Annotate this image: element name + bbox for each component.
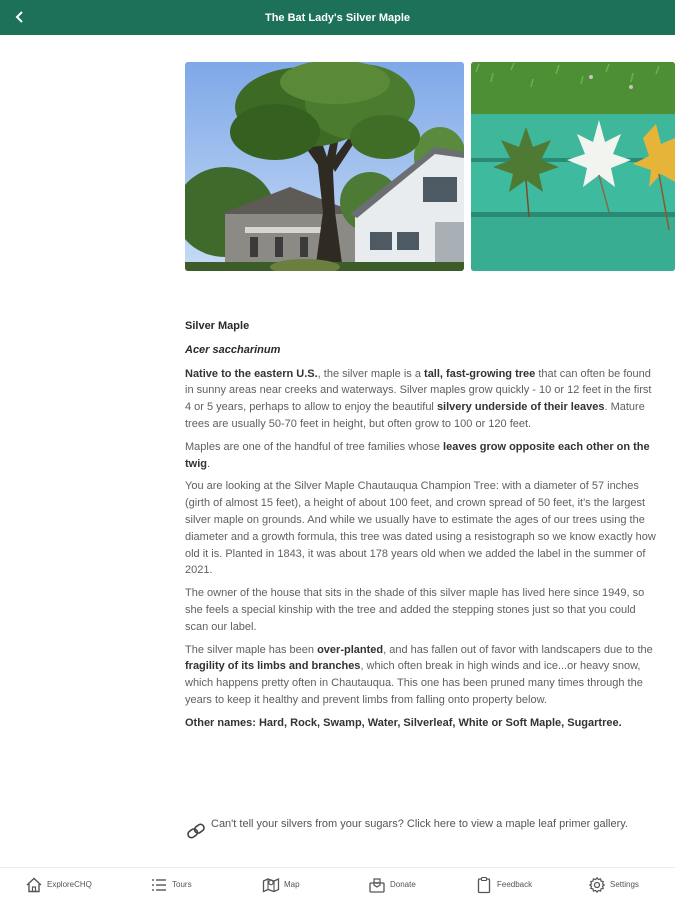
nav-label: Settings xyxy=(610,880,639,889)
photo-tree-and-house[interactable] xyxy=(185,62,464,271)
chevron-left-icon xyxy=(15,11,25,23)
text-segment: , the silver maple is a xyxy=(317,367,425,380)
nav-tours[interactable] xyxy=(150,868,192,901)
home-icon xyxy=(25,876,43,894)
gear-icon xyxy=(588,876,606,894)
link-icon xyxy=(185,820,207,842)
page-title: The Bat Lady's Silver Maple xyxy=(264,11,411,24)
back-button[interactable] xyxy=(10,6,30,28)
paragraph-over-planted xyxy=(185,642,657,709)
paragraph-owner: The owner of the house that sits in the shade of this silver maple has lived here since 1949, so she feels a special kinship with the tree and added the stepping stones just so that you could scan our label. xyxy=(185,587,645,633)
map-icon xyxy=(262,876,280,894)
text-segment: that can often be found in sunny areas near creeks and waterways. Silver maples grow quickly - 10 or 12 feet in the first 4 or 5 years, perhaps to allow to enjoy the beautiful xyxy=(185,367,652,414)
bold-silvery-underside: silvery underside of their leaves xyxy=(436,401,605,414)
text-segment: , and has fallen out of favor with landscapers due to the xyxy=(383,643,653,656)
tree-photo-illustration xyxy=(185,62,464,271)
tree-description xyxy=(185,318,657,738)
nav-explorechq[interactable] xyxy=(25,868,92,901)
text-segment: . xyxy=(207,457,211,470)
paragraph-champion-tree: You are looking at the Silver Maple Chautauqua Champion Tree: with a diameter of 57 inches (girth of almost 15 feet), a height of about 100 feet, and crown spread of 50 feet, it's the largest silver maple on grounds. And while we usually have to estimate the ages of our trees using the diameter and a growth formula, this tree was dated using a resistograph so we know exactly how old it is. Planted in 1843, it was about 178 years old when we added the label in the summer of 2021. xyxy=(185,480,656,577)
link-text[interactable]: Can't tell your silvers from your sugars? Click here to view a maple leaf primer gallery. xyxy=(211,818,628,830)
bold-over-planted: over-planted xyxy=(317,643,384,656)
nav-label: ExploreCHQ xyxy=(47,880,92,889)
bold-opposite-leaves: leaves grow opposite each other on the twig xyxy=(185,440,650,470)
nav-map[interactable] xyxy=(262,868,300,901)
app-header xyxy=(0,0,675,35)
nav-label: Feedback xyxy=(497,880,533,889)
text-segment: The silver maple has been xyxy=(185,643,318,656)
list-icon xyxy=(150,876,168,894)
donate-icon xyxy=(368,876,386,894)
bold-native: Native to the eastern U.S. xyxy=(185,367,318,380)
bold-fast-growing: tall, fast-growing tree xyxy=(424,367,536,380)
text-segment: . Mature trees are usually 50-70 feet in height, but often grow to 100 or 120 feet. xyxy=(185,401,645,430)
maple-leaf-primer-link[interactable] xyxy=(185,816,645,842)
nav-label: Tours xyxy=(172,880,192,889)
latin-name: Acer saccharinum xyxy=(185,343,281,356)
nav-feedback[interactable] xyxy=(475,868,532,901)
nav-donate[interactable] xyxy=(368,868,416,901)
other-names-text: Other names: Hard, Rock, Swamp, Water, Silverleaf, White or Soft Maple, Sugartree. xyxy=(185,716,622,729)
text-segment: , which often break in high winds and ice...or heavy snow, which happens pretty often in Chautauqua. This one has been pruned many times through the years to keep it healthy and prevent limbs from falling onto property below. xyxy=(185,660,643,706)
other-names xyxy=(185,715,657,732)
photo-maple-leaves-on-bench[interactable] xyxy=(471,62,675,271)
nav-label: Map xyxy=(284,880,300,889)
clipboard-icon xyxy=(475,876,493,894)
paragraph-opposite-leaves xyxy=(185,439,657,473)
bottom-navigation xyxy=(0,867,675,901)
paragraph-native xyxy=(185,366,657,433)
text-segment: Maples are one of the handful of tree families whose xyxy=(185,440,444,453)
nav-label: Donate xyxy=(390,880,416,889)
leaves-photo-illustration xyxy=(471,62,675,271)
nav-settings[interactable] xyxy=(588,868,639,901)
common-name: Silver Maple xyxy=(185,320,250,332)
bold-fragility: fragility of its limbs and branches xyxy=(185,660,361,673)
